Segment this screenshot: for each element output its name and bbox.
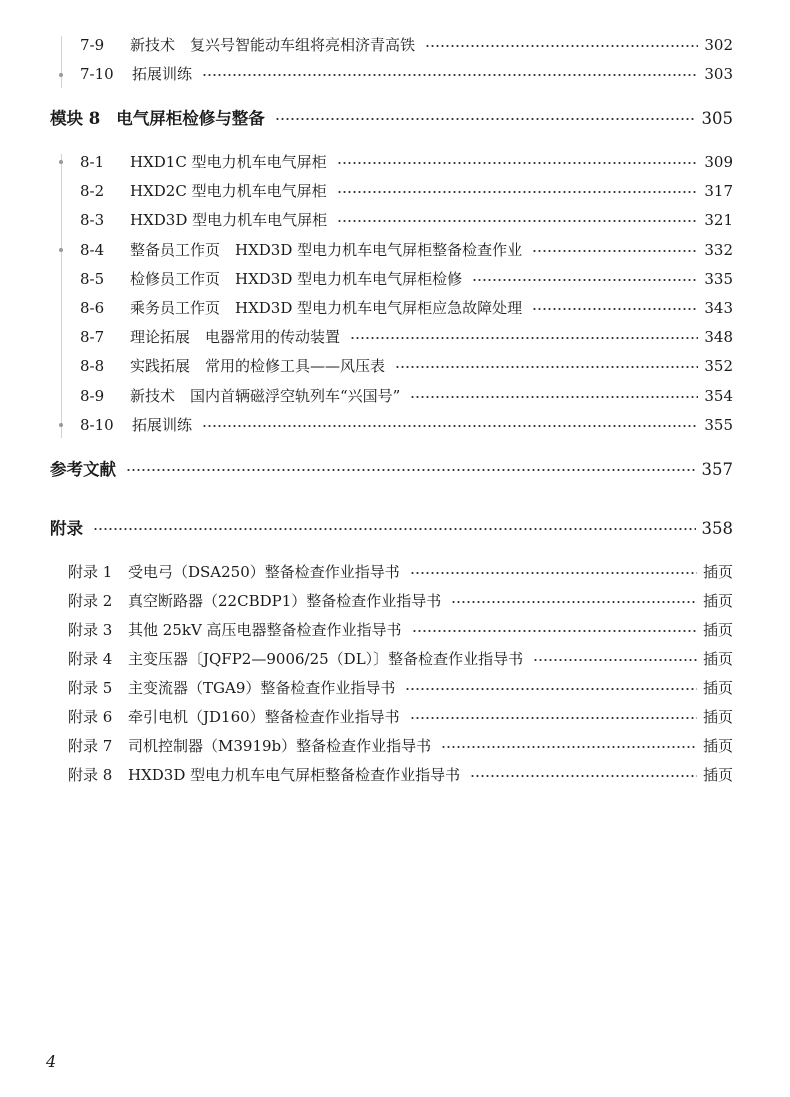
entry-page: 321	[704, 211, 733, 229]
toc-entry-8-4[interactable]	[80, 243, 733, 258]
entry-title: HXD3D 型电力机车电气屏柜	[130, 211, 328, 229]
toc-appendix[interactable]	[50, 521, 733, 538]
dot-leader	[441, 745, 697, 749]
appendix-entry-title: 其他 25kV 高压电器整备检查作业指导书	[128, 621, 402, 639]
entry-page: 354	[704, 387, 733, 405]
module-number: 模块 8	[50, 109, 101, 128]
toc-module-8[interactable]	[50, 111, 733, 128]
section-guide-line-7	[61, 36, 62, 88]
appendix-entry-page: 插页	[702, 621, 733, 639]
appendix-entry-title: 主变流器（TGA9）整备检查作业指导书	[128, 679, 396, 697]
toc-appendix-8[interactable]	[68, 768, 733, 783]
module-page: 305	[701, 109, 733, 128]
appendix-entry-page: 插页	[702, 679, 733, 697]
toc-appendix-7[interactable]	[68, 739, 733, 754]
dot-leader	[532, 249, 698, 253]
references-page: 357	[701, 460, 733, 479]
dot-leader	[350, 336, 698, 340]
dot-leader	[425, 44, 698, 48]
dot-leader	[202, 424, 698, 428]
toc-appendix-3[interactable]	[68, 623, 733, 638]
appendix-entry-page: 插页	[702, 650, 733, 668]
dot-leader	[337, 190, 699, 194]
toc-entry-8-7[interactable]	[80, 330, 733, 345]
toc-entry-8-6[interactable]	[80, 301, 733, 316]
entry-page: 335	[704, 270, 733, 288]
entry-page: 348	[704, 328, 733, 346]
dot-leader	[532, 307, 698, 311]
entry-title: 实践拓展 常用的检修工具——风压表	[130, 357, 386, 375]
toc-entry-8-5[interactable]	[80, 272, 733, 287]
appendix-entry-title: 司机控制器（M3919b）整备检查作业指导书	[128, 737, 432, 755]
entry-title: 新技术 国内首辆磁浮空轨列车“兴国号”	[130, 387, 401, 405]
dot-leader	[470, 774, 697, 778]
dot-leader	[410, 571, 697, 575]
appendix-entry-page: 插页	[702, 708, 733, 726]
entry-number: 8-9	[80, 387, 105, 405]
toc-entry-8-1[interactable]	[80, 155, 733, 170]
page-number: 4	[46, 1052, 57, 1071]
toc-entry-8-2[interactable]	[80, 184, 733, 199]
appendix-entry-page: 插页	[702, 737, 733, 755]
entry-number: 7-10	[80, 65, 114, 83]
dot-leader	[337, 219, 698, 223]
entry-title: HXD2C 型电力机车电气屏柜	[130, 182, 327, 200]
dot-leader	[533, 658, 697, 662]
entry-number: 8-1	[80, 153, 105, 171]
entry-page: 352	[704, 357, 733, 375]
entry-page: 303	[704, 65, 733, 83]
entry-number: 8-3	[80, 211, 105, 229]
bullet-dot	[59, 73, 63, 77]
toc-appendix-4[interactable]	[68, 652, 733, 667]
entry-number: 8-5	[80, 270, 105, 288]
entry-page: 317	[704, 182, 733, 200]
entry-number: 8-2	[80, 182, 105, 200]
toc-appendix-2[interactable]	[68, 594, 733, 609]
appendix-entry-page: 插页	[702, 766, 733, 784]
dot-leader	[412, 629, 697, 633]
entry-page: 343	[704, 299, 733, 317]
appendix-entry-title: 牵引电机（JD160）整备检查作业指导书	[128, 708, 400, 726]
appendix-entry-title: 受电弓（DSA250）整备检查作业指导书	[128, 563, 400, 581]
entry-title: 整备员工作页 HXD3D 型电力机车电气屏柜整备检查作业	[130, 241, 523, 259]
entry-page: 332	[704, 241, 733, 259]
references-title: 参考文献	[50, 460, 116, 479]
toc-references[interactable]	[50, 462, 733, 479]
module-title: 电气屏柜检修与整备	[116, 109, 265, 128]
bullet-dot	[59, 248, 63, 252]
entry-number: 8-7	[80, 328, 105, 346]
entry-title: 拓展训练	[132, 65, 193, 83]
dot-leader	[410, 716, 697, 720]
toc-appendix-6[interactable]	[68, 710, 733, 725]
entry-number: 8-4	[80, 241, 105, 259]
appendix-entry-page: 插页	[702, 563, 733, 581]
appendix-page: 358	[701, 519, 733, 538]
entry-page: 302	[704, 36, 733, 54]
dot-leader	[126, 468, 696, 472]
toc-entry-8-3[interactable]	[80, 213, 733, 228]
appendix-entry-page: 插页	[702, 592, 733, 610]
appendix-title: 附录	[50, 519, 83, 538]
dot-leader	[337, 161, 699, 165]
bullet-dot	[59, 423, 63, 427]
dot-leader	[410, 395, 698, 399]
toc-entry-8-9[interactable]	[80, 389, 733, 404]
entry-number: 8-8	[80, 357, 105, 375]
dot-leader	[395, 365, 698, 369]
bullet-dot	[59, 160, 63, 164]
dot-leader	[275, 117, 696, 121]
entry-number: 8-6	[80, 299, 105, 317]
toc-entry-8-8[interactable]	[80, 359, 733, 374]
dot-leader	[93, 527, 696, 531]
dot-leader	[472, 278, 698, 282]
dot-leader	[405, 687, 697, 691]
dot-leader	[202, 73, 698, 77]
entry-number: 7-9	[80, 36, 105, 54]
entry-title: 检修员工作页 HXD3D 型电力机车电气屏柜检修	[130, 270, 463, 288]
appendix-number: 附录 6	[68, 708, 113, 726]
entry-title: 新技术 复兴号智能动车组将亮相济青高铁	[130, 36, 416, 54]
toc-entry-7-9[interactable]	[80, 38, 733, 53]
toc-appendix-5[interactable]	[68, 681, 733, 696]
appendix-entry-title: 主变压器〔JQFP2—9006/25（DL）〕整备检查作业指导书	[128, 650, 524, 668]
entry-title: HXD1C 型电力机车电气屏柜	[130, 153, 327, 171]
entry-page: 355	[704, 416, 733, 434]
appendix-number: 附录 2	[68, 592, 113, 610]
appendix-number: 附录 1	[68, 563, 113, 581]
entry-title: 拓展训练	[132, 416, 193, 434]
toc-entry-8-10[interactable]	[80, 418, 733, 433]
entry-number: 8-10	[80, 416, 114, 434]
appendix-entry-title: HXD3D 型电力机车电气屏柜整备检查作业指导书	[128, 766, 461, 784]
dot-leader	[451, 600, 697, 604]
entry-page: 309	[704, 153, 733, 171]
appendix-number: 附录 5	[68, 679, 113, 697]
appendix-number: 附录 3	[68, 621, 113, 639]
appendix-number: 附录 4	[68, 650, 113, 668]
appendix-number: 附录 7	[68, 737, 113, 755]
appendix-number: 附录 8	[68, 766, 113, 784]
entry-title: 乘务员工作页 HXD3D 型电力机车电气屏柜应急故障处理	[130, 299, 523, 317]
appendix-entry-title: 真空断路器（22CBDP1）整备检查作业指导书	[128, 592, 442, 610]
toc-appendix-1[interactable]	[68, 565, 733, 580]
toc-entry-7-10[interactable]	[80, 67, 733, 82]
entry-title: 理论拓展 电器常用的传动装置	[130, 328, 341, 346]
section-guide-line-8	[61, 154, 62, 438]
